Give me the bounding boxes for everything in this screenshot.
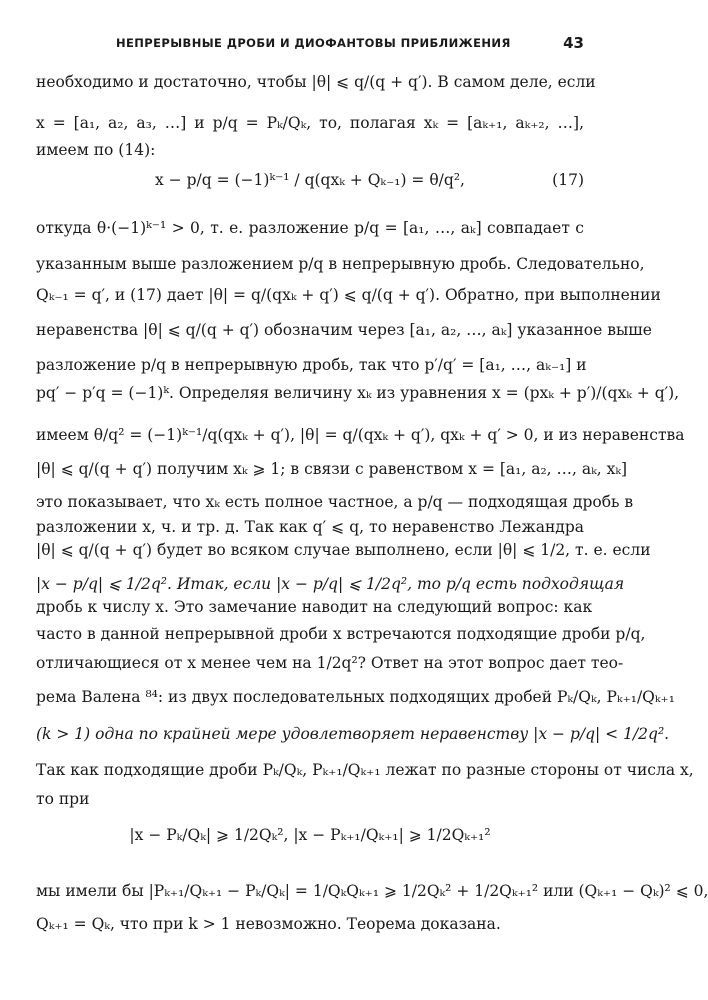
- text-line: Qₖ₋₁ = q′, и (17) дает |θ| = q/(qxₖ + q′) ⩽ q/(q + q′). Обратно, при выполнении: [36, 286, 661, 304]
- text-line: |θ| ⩽ q/(q + q′) будет во всяком случае выполнено, если |θ| ⩽ 1/2, т. е. если: [36, 541, 651, 559]
- text-line: необходимо и достаточно, чтобы |θ| ⩽ q/(q + q′). В самом деле, если: [36, 73, 596, 91]
- text-line: x = [a₁, a₂, a₃, …] и p/q = Pₖ/Qₖ, то, полагая xₖ = [aₖ₊₁, aₖ₊₂, …],: [36, 114, 584, 132]
- text-line: |x − p/q| ⩽ 1/2q². Итак, если |x − p/q| ⩽ 1/2q², то p/q есть подходящая: [36, 575, 625, 593]
- text-line: мы имели бы |Pₖ₊₁/Qₖ₊₁ − Pₖ/Qₖ| = 1/QₖQₖ₊₁ ⩾ 1/2Qₖ² + 1/2Qₖ₊₁² или (Qₖ₊₁ − Qₖ)² ⩽ 0,: [36, 882, 708, 900]
- text-line: (k > 1) одна по крайней мере удовлетворяет неравенству |x − p/q| < 1/2q².: [36, 725, 670, 743]
- text-line: откуда θ·(−1)ᵏ⁻¹ > 0, т. е. разложение p/q = [a₁, …, aₖ] совпадает с: [36, 219, 584, 237]
- equation-number: (17): [552, 171, 584, 189]
- page-header: [36, 34, 584, 54]
- running-head: НЕПРЕРЫВНЫЕ ДРОБИ И ДИОФАНТОВЫ ПРИБЛИЖЕНИЯ: [116, 36, 511, 50]
- text-line: то при: [36, 790, 90, 808]
- display-equation: [36, 170, 584, 190]
- text-line: дробь к числу x. Это замечание наводит на следующий вопрос: как: [36, 598, 593, 616]
- text-line: pq′ − p′q = (−1)ᵏ. Определяя величину xₖ из уравнения x = (pxₖ + p′)/(qxₖ + q′),: [36, 384, 680, 402]
- text-line: указанным выше разложением p/q в непрерывную дробь. Следовательно,: [36, 255, 645, 273]
- text-line: отличающиеся от x менее чем на 1/2q²? Ответ на этот вопрос дает тео-: [36, 654, 624, 672]
- equation-17: x − p/q = (−1)ᵏ⁻¹ / q(qxₖ + Qₖ₋₁) = θ/q²,: [155, 171, 465, 189]
- text-line: часто в данной непрерывной дроби x встречаются подходящие дроби p/q,: [36, 625, 646, 643]
- text-line: имеем θ/q² = (−1)ᵏ⁻¹/q(qxₖ + q′), |θ| = q/(qxₖ + q′), qxₖ + q′ > 0, и из неравенства: [36, 426, 685, 444]
- text-line: неравенства |θ| ⩽ q/(q + q′) обозначим через [a₁, a₂, …, aₖ] указанное выше: [36, 321, 652, 339]
- text-line: разложение p/q в непрерывную дробь, так что p′/q′ = [a₁, …, aₖ₋₁] и: [36, 356, 587, 374]
- text-line: это показывает, что xₖ есть полное частное, а p/q — подходящая дробь в: [36, 493, 634, 511]
- text-line: разложении x, ч. и тр. д. Так как q′ ⩽ q, то неравенство Лежандра: [36, 518, 584, 536]
- page-number: 43: [563, 34, 584, 52]
- text-line: Qₖ₊₁ = Qₖ, что при k > 1 невозможно. Теорема доказана.: [36, 915, 501, 933]
- text-line: Так как подходящие дроби Pₖ/Qₖ, Pₖ₊₁/Qₖ₊₁ лежат по разные стороны от числа x,: [36, 761, 694, 779]
- text-line: рема Валена ⁸⁴: из двух последовательных подходящих дробей Pₖ/Qₖ, Pₖ₊₁/Qₖ₊₁: [36, 688, 675, 706]
- text-line: имеем по (14):: [36, 141, 156, 159]
- text-line: |θ| ⩽ q/(q + q′) получим xₖ ⩾ 1; в связи с равенством x = [a₁, a₂, …, aₖ, xₖ]: [36, 460, 628, 478]
- display-inequalities: |x − Pₖ/Qₖ| ⩾ 1/2Qₖ², |x − Pₖ₊₁/Qₖ₊₁| ⩾ 1/2Qₖ₊₁²: [129, 826, 491, 844]
